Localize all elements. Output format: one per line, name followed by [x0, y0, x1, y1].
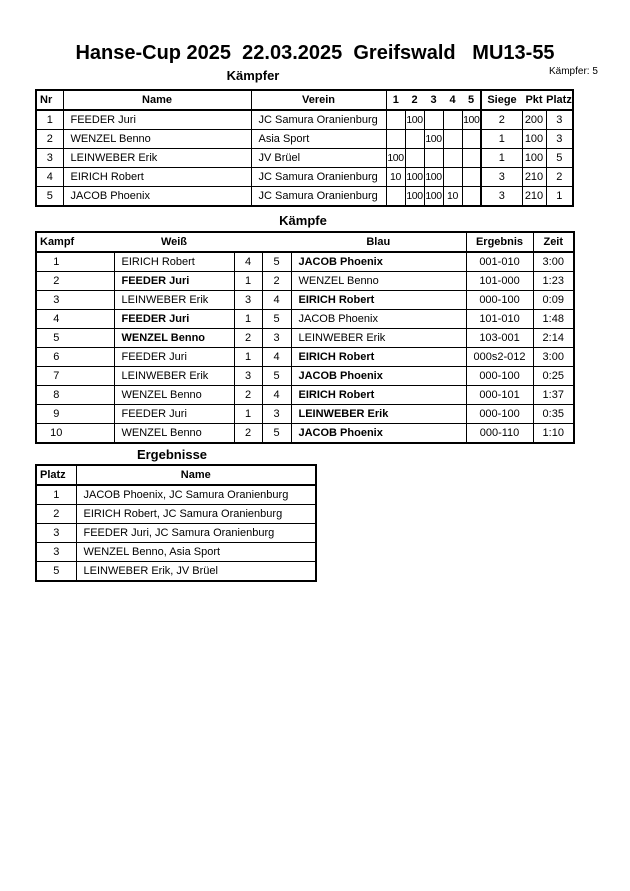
- kaempfer-section-title: Kämpfer: [226, 68, 280, 83]
- score-cell-5: [462, 149, 481, 168]
- platz-cell: 1: [546, 187, 573, 207]
- platz-cell: 3: [36, 543, 76, 562]
- header-weiss: Weiß: [114, 232, 234, 252]
- header-round-4: 4: [443, 90, 462, 110]
- kampf-nr-cell: 10: [36, 424, 114, 444]
- ergebnis-cell: 000-100: [466, 405, 533, 424]
- score-cell-4: 10: [443, 187, 462, 207]
- header-blau: Blau: [291, 232, 466, 252]
- nr-cell: 1: [36, 110, 63, 130]
- blau-nr-cell: 4: [262, 348, 291, 367]
- ergebnisse-section-title: Ergebnisse: [136, 447, 208, 462]
- ergebnis-cell: 101-000: [466, 272, 533, 291]
- kampf-row: [36, 386, 574, 405]
- weiss-nr-cell: 2: [234, 386, 262, 405]
- blau-name-cell: WENZEL Benno: [291, 272, 466, 291]
- header-round-2: 2: [405, 90, 424, 110]
- blau-name-cell: EIRICH Robert: [291, 386, 466, 405]
- nr-cell: 3: [36, 149, 63, 168]
- kampf-row: [36, 348, 574, 367]
- page-title: Hanse-Cup 2025 22.03.2025 Greifswald MU13-55: [75, 42, 555, 64]
- header-verein: Verein: [251, 90, 386, 110]
- kaempfer-row: [36, 130, 573, 149]
- kaempfe-header-row: [36, 232, 574, 252]
- blau-name-cell: JACOB Phoenix: [291, 367, 466, 386]
- kaempfer-header-row: [36, 90, 573, 110]
- header-round-1: 1: [386, 90, 405, 110]
- weiss-name-cell: WENZEL Benno: [114, 424, 234, 444]
- weiss-name-cell: LEINWEBER Erik: [114, 291, 234, 310]
- zeit-cell: 0:25: [533, 367, 574, 386]
- weiss-name-cell: EIRICH Robert: [114, 252, 234, 272]
- name-cell: EIRICH Robert: [63, 168, 251, 187]
- header-round-5: 5: [462, 90, 481, 110]
- ergebnis-cell: 000s2-012: [466, 348, 533, 367]
- header-blau-nr: [262, 232, 291, 252]
- weiss-nr-cell: 1: [234, 272, 262, 291]
- kampf-row: [36, 424, 574, 444]
- ergebnis-cell: 000-101: [466, 386, 533, 405]
- platz-cell: 2: [546, 168, 573, 187]
- header-kampf: Kampf: [36, 232, 114, 252]
- score-cell-3: 100: [424, 187, 443, 207]
- score-cell-2: 100: [405, 187, 424, 207]
- ergebnis-cell: 000-110: [466, 424, 533, 444]
- kaempfer-table: [35, 89, 574, 207]
- blau-name-cell: JACOB Phoenix: [291, 310, 466, 329]
- blau-nr-cell: 3: [262, 405, 291, 424]
- ergebnis-cell: 001-010: [466, 252, 533, 272]
- weiss-name-cell: FEEDER Juri: [114, 272, 234, 291]
- kampf-row: [36, 252, 574, 272]
- score-cell-3: [424, 149, 443, 168]
- score-cell-3: [424, 110, 443, 130]
- pkt-cell: 210: [522, 168, 546, 187]
- siege-cell: 1: [481, 149, 522, 168]
- blau-nr-cell: 5: [262, 252, 291, 272]
- zeit-cell: 1:23: [533, 272, 574, 291]
- result-name-cell: FEEDER Juri, JC Samura Oranienburg: [76, 524, 316, 543]
- zeit-cell: 1:37: [533, 386, 574, 405]
- score-cell-1: 10: [386, 168, 405, 187]
- weiss-nr-cell: 1: [234, 348, 262, 367]
- siege-cell: 3: [481, 168, 522, 187]
- zeit-cell: 0:09: [533, 291, 574, 310]
- weiss-nr-cell: 3: [234, 367, 262, 386]
- nr-cell: 4: [36, 168, 63, 187]
- kaempfe-section-title: Kämpfe: [279, 213, 327, 228]
- score-cell-4: [443, 110, 462, 130]
- ergebnis-row: [36, 505, 316, 524]
- kaempfer-row: [36, 149, 573, 168]
- ergebnis-row: [36, 524, 316, 543]
- nr-cell: 5: [36, 187, 63, 207]
- verein-cell: JV Brüel: [251, 149, 386, 168]
- pkt-cell: 100: [522, 130, 546, 149]
- score-cell-5: [462, 168, 481, 187]
- siege-cell: 3: [481, 187, 522, 207]
- weiss-nr-cell: 2: [234, 329, 262, 348]
- weiss-name-cell: WENZEL Benno: [114, 386, 234, 405]
- blau-name-cell: EIRICH Robert: [291, 348, 466, 367]
- kampf-nr-cell: 7: [36, 367, 114, 386]
- name-cell: WENZEL Benno: [63, 130, 251, 149]
- weiss-name-cell: FEEDER Juri: [114, 405, 234, 424]
- weiss-nr-cell: 1: [234, 310, 262, 329]
- zeit-cell: 1:10: [533, 424, 574, 444]
- name-cell: FEEDER Juri: [63, 110, 251, 130]
- verein-cell: JC Samura Oranienburg: [251, 187, 386, 207]
- ergebnis-cell: 000-100: [466, 291, 533, 310]
- blau-nr-cell: 4: [262, 386, 291, 405]
- header-weiss-nr: [234, 232, 262, 252]
- kampf-row: [36, 405, 574, 424]
- pkt-cell: 210: [522, 187, 546, 207]
- blau-nr-cell: 3: [262, 329, 291, 348]
- blau-name-cell: LEINWEBER Erik: [291, 329, 466, 348]
- score-cell-5: [462, 187, 481, 207]
- zeit-cell: 3:00: [533, 348, 574, 367]
- pkt-cell: 100: [522, 149, 546, 168]
- ergebnis-row: [36, 562, 316, 582]
- header-platz: Platz: [36, 465, 76, 485]
- header-pkt: Pkt: [522, 90, 546, 110]
- kampf-row: [36, 329, 574, 348]
- kampf-nr-cell: 2: [36, 272, 114, 291]
- score-cell-4: [443, 149, 462, 168]
- score-cell-3: 100: [424, 168, 443, 187]
- nr-cell: 2: [36, 130, 63, 149]
- score-cell-3: 100: [424, 130, 443, 149]
- result-name-cell: LEINWEBER Erik, JV Brüel: [76, 562, 316, 582]
- ergebnis-row: [36, 543, 316, 562]
- zeit-cell: 0:35: [533, 405, 574, 424]
- zeit-cell: 3:00: [533, 252, 574, 272]
- ergebnis-cell: 101-010: [466, 310, 533, 329]
- verein-cell: Asia Sport: [251, 130, 386, 149]
- platz-cell: 2: [36, 505, 76, 524]
- weiss-nr-cell: 2: [234, 424, 262, 444]
- zeit-cell: 1:48: [533, 310, 574, 329]
- result-name-cell: EIRICH Robert, JC Samura Oranienburg: [76, 505, 316, 524]
- score-cell-1: [386, 130, 405, 149]
- header-platz: Platz: [546, 90, 573, 110]
- kampf-row: [36, 310, 574, 329]
- header-round-3: 3: [424, 90, 443, 110]
- result-name-cell: JACOB Phoenix, JC Samura Oranienburg: [76, 485, 316, 505]
- blau-name-cell: LEINWEBER Erik: [291, 405, 466, 424]
- score-cell-4: [443, 130, 462, 149]
- header-nr: Nr: [36, 90, 63, 110]
- weiss-nr-cell: 3: [234, 291, 262, 310]
- kampf-nr-cell: 5: [36, 329, 114, 348]
- kaempfe-table: [35, 231, 575, 444]
- name-cell: JACOB Phoenix: [63, 187, 251, 207]
- platz-cell: 5: [36, 562, 76, 582]
- result-name-cell: WENZEL Benno, Asia Sport: [76, 543, 316, 562]
- header-name: Name: [63, 90, 251, 110]
- platz-cell: 3: [546, 110, 573, 130]
- score-cell-2: 100: [405, 110, 424, 130]
- header-name: Name: [76, 465, 316, 485]
- siege-cell: 1: [481, 130, 522, 149]
- score-cell-4: [443, 168, 462, 187]
- ergebnis-cell: 103-001: [466, 329, 533, 348]
- kampf-nr-cell: 6: [36, 348, 114, 367]
- score-cell-2: 100: [405, 168, 424, 187]
- blau-nr-cell: 5: [262, 424, 291, 444]
- score-cell-1: 100: [386, 149, 405, 168]
- blau-name-cell: JACOB Phoenix: [291, 252, 466, 272]
- kampf-nr-cell: 1: [36, 252, 114, 272]
- weiss-name-cell: LEINWEBER Erik: [114, 367, 234, 386]
- siege-cell: 2: [481, 110, 522, 130]
- score-cell-1: [386, 110, 405, 130]
- ergebnisse-header-row: [36, 465, 316, 485]
- blau-nr-cell: 5: [262, 367, 291, 386]
- zeit-cell: 2:14: [533, 329, 574, 348]
- kaempfer-row: [36, 110, 573, 130]
- kampf-nr-cell: 3: [36, 291, 114, 310]
- score-cell-5: 100: [462, 110, 481, 130]
- blau-name-cell: EIRICH Robert: [291, 291, 466, 310]
- kaempfer-row: [36, 187, 573, 207]
- platz-cell: 3: [546, 130, 573, 149]
- verein-cell: JC Samura Oranienburg: [251, 168, 386, 187]
- kampf-nr-cell: 4: [36, 310, 114, 329]
- verein-cell: JC Samura Oranienburg: [251, 110, 386, 130]
- weiss-nr-cell: 4: [234, 252, 262, 272]
- header-zeit: Zeit: [533, 232, 574, 252]
- platz-cell: 5: [546, 149, 573, 168]
- kampf-row: [36, 291, 574, 310]
- platz-cell: 3: [36, 524, 76, 543]
- ergebnisse-table: [35, 464, 317, 582]
- kampf-nr-cell: 9: [36, 405, 114, 424]
- score-cell-2: [405, 130, 424, 149]
- weiss-name-cell: WENZEL Benno: [114, 329, 234, 348]
- fighter-count-label: Kämpfer: 5: [549, 66, 598, 77]
- platz-cell: 1: [36, 485, 76, 505]
- weiss-name-cell: FEEDER Juri: [114, 348, 234, 367]
- ergebnis-row: [36, 485, 316, 505]
- score-cell-1: [386, 187, 405, 207]
- kampf-nr-cell: 8: [36, 386, 114, 405]
- weiss-nr-cell: 1: [234, 405, 262, 424]
- blau-nr-cell: 4: [262, 291, 291, 310]
- blau-name-cell: JACOB Phoenix: [291, 424, 466, 444]
- ergebnis-cell: 000-100: [466, 367, 533, 386]
- pkt-cell: 200: [522, 110, 546, 130]
- blau-nr-cell: 2: [262, 272, 291, 291]
- weiss-name-cell: FEEDER Juri: [114, 310, 234, 329]
- kampf-row: [36, 272, 574, 291]
- header-ergebnis: Ergebnis: [466, 232, 533, 252]
- blau-nr-cell: 5: [262, 310, 291, 329]
- header-siege: Siege: [481, 90, 522, 110]
- name-cell: LEINWEBER Erik: [63, 149, 251, 168]
- score-cell-2: [405, 149, 424, 168]
- kampf-row: [36, 367, 574, 386]
- score-cell-5: [462, 130, 481, 149]
- kaempfer-row: [36, 168, 573, 187]
